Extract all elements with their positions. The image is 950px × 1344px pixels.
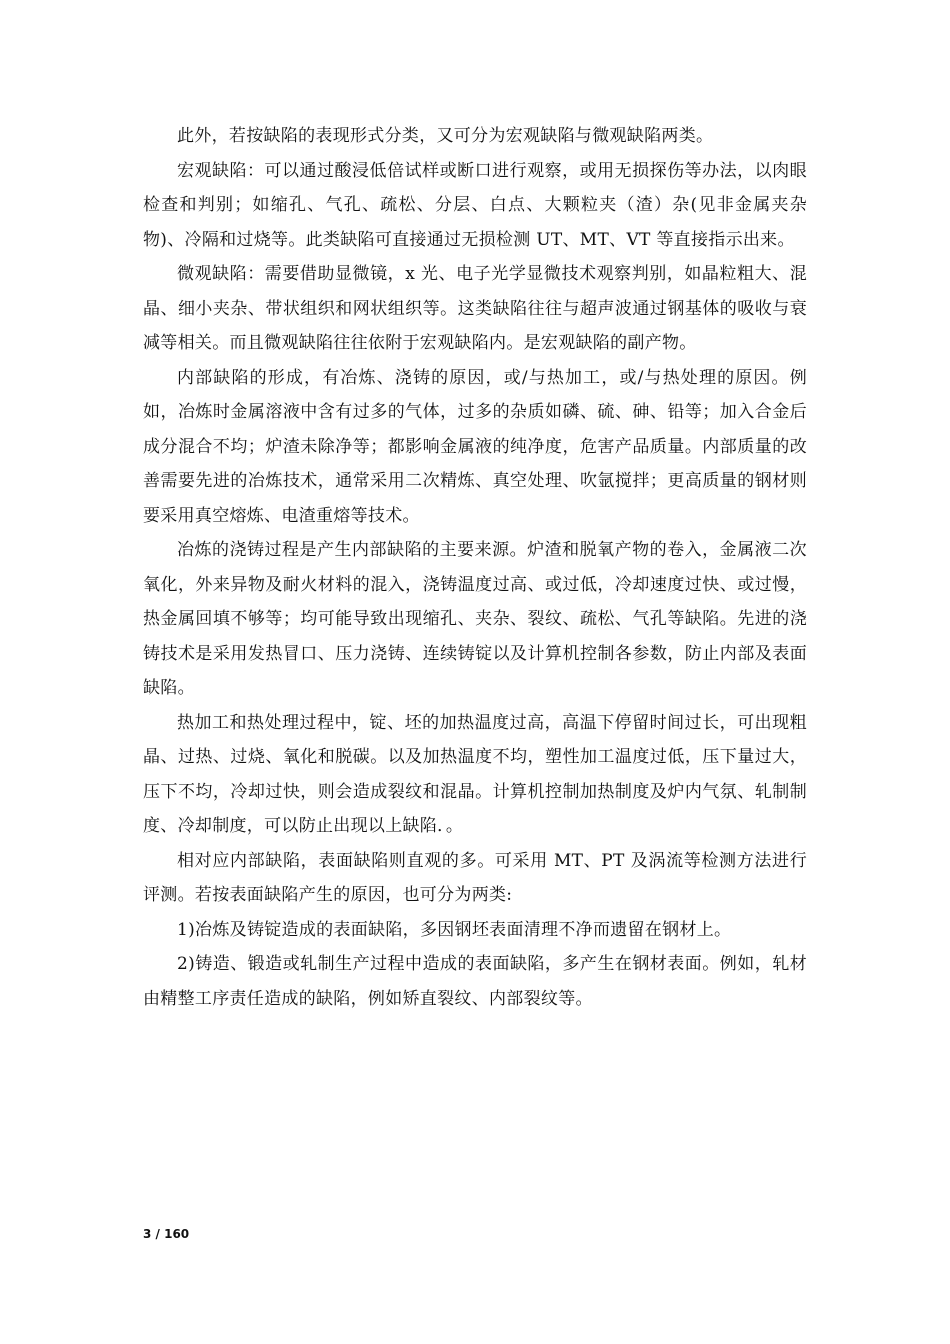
paragraph-classification-intro: 此外，若按缺陷的表现形式分类，又可分为宏观缺陷与微观缺陷两类。 [177,126,714,146]
paragraph-heat-treatment: 热加工和热处理过程中，锭、坯的加热温度过高，高温下停留时间过长，可出现粗晶、过热、过烧、氧化和脱碳。以及加热温度不均，塑性加工温度过低，压下量过大，压下不均，冷却过快，则会造成裂纹和混晶。计算机控制加热制度及炉内气氛、轧制制度、冷却制度，可以防止出现以上缺陷．。 [143,712,807,836]
paragraph-macro-defects: 宏观缺陷：可以通过酸浸低倍试样或断口进行观察，或用无损探伤等办法，以肉眼检查和判别；如缩孔、气孔、疏松、分层、白点、大颗粒夹（渣）杂(见非金属夹杂物)、冷隔和过烧等。此类缺陷可直接通过无损检测 UT、MT、VT 等直接指示出来。 [143,160,807,250]
paragraph-micro-defects: 微观缺陷：需要借助显微镜，x 光、电子光学显微技术观察判别，如晶粒粗大、混晶、细小夹杂、带状组织和网状组织等。这类缺陷往往与超声波通过钢基体的吸收与衰减等相关。而且微观缺陷往往依附于宏观缺陷内。是宏观缺陷的副产物。 [143,264,807,353]
body-text [143,119,807,1016]
page-number: 3 / 160 [143,1227,190,1241]
list-item-surface-cause-1: 1)冶炼及铸锭造成的表面缺陷，多因钢坯表面清理不净而遗留在钢材上。 [177,919,732,940]
paragraph-internal-defect-causes: 内部缺陷的形成，有冶炼、浇铸的原因，或/与热加工，或/与热处理的原因。例如，冶炼时金属溶液中含有过多的气体，过多的杂质如磷、硫、砷、铅等；加入合金后成分混合不均；炉渣未除净等；都影响金属液的纯净度，危害产品质量。内部质量的改善需要先进的冶炼技术，通常采用二次精炼、真空处理、吹氩搅拌；更高质量的钢材则要采用真空熔炼、电渣重熔等技术。 [143,367,807,526]
paragraph-surface-defects: 相对应内部缺陷，表面缺陷则直观的多。可采用 MT、PT 及涡流等检测方法进行评测。若按表面缺陷产生的原因，也可分为两类: [143,850,807,905]
list-item-surface-cause-2: 2)铸造、锻造或轧制生产过程中造成的表面缺陷，多产生在钢材表面。例如，轧材由精整工序责任造成的缺陷，例如矫直裂纹、内部裂纹等。 [143,954,807,1009]
paragraph-casting-process: 冶炼的浇铸过程是产生内部缺陷的主要来源。炉渣和脱氧产物的卷入，金属液二次氧化，外来异物及耐火材料的混入，浇铸温度过高、或过低，冷却速度过快、或过慢，热金属回填不够等；均可能导致出现缩孔、夹杂、裂纹、疏松、气孔等缺陷。先进的浇铸技术是采用发热冒口、压力浇铸、连续铸锭以及计算机控制各参数，防止内部及表面缺陷。 [143,540,807,698]
